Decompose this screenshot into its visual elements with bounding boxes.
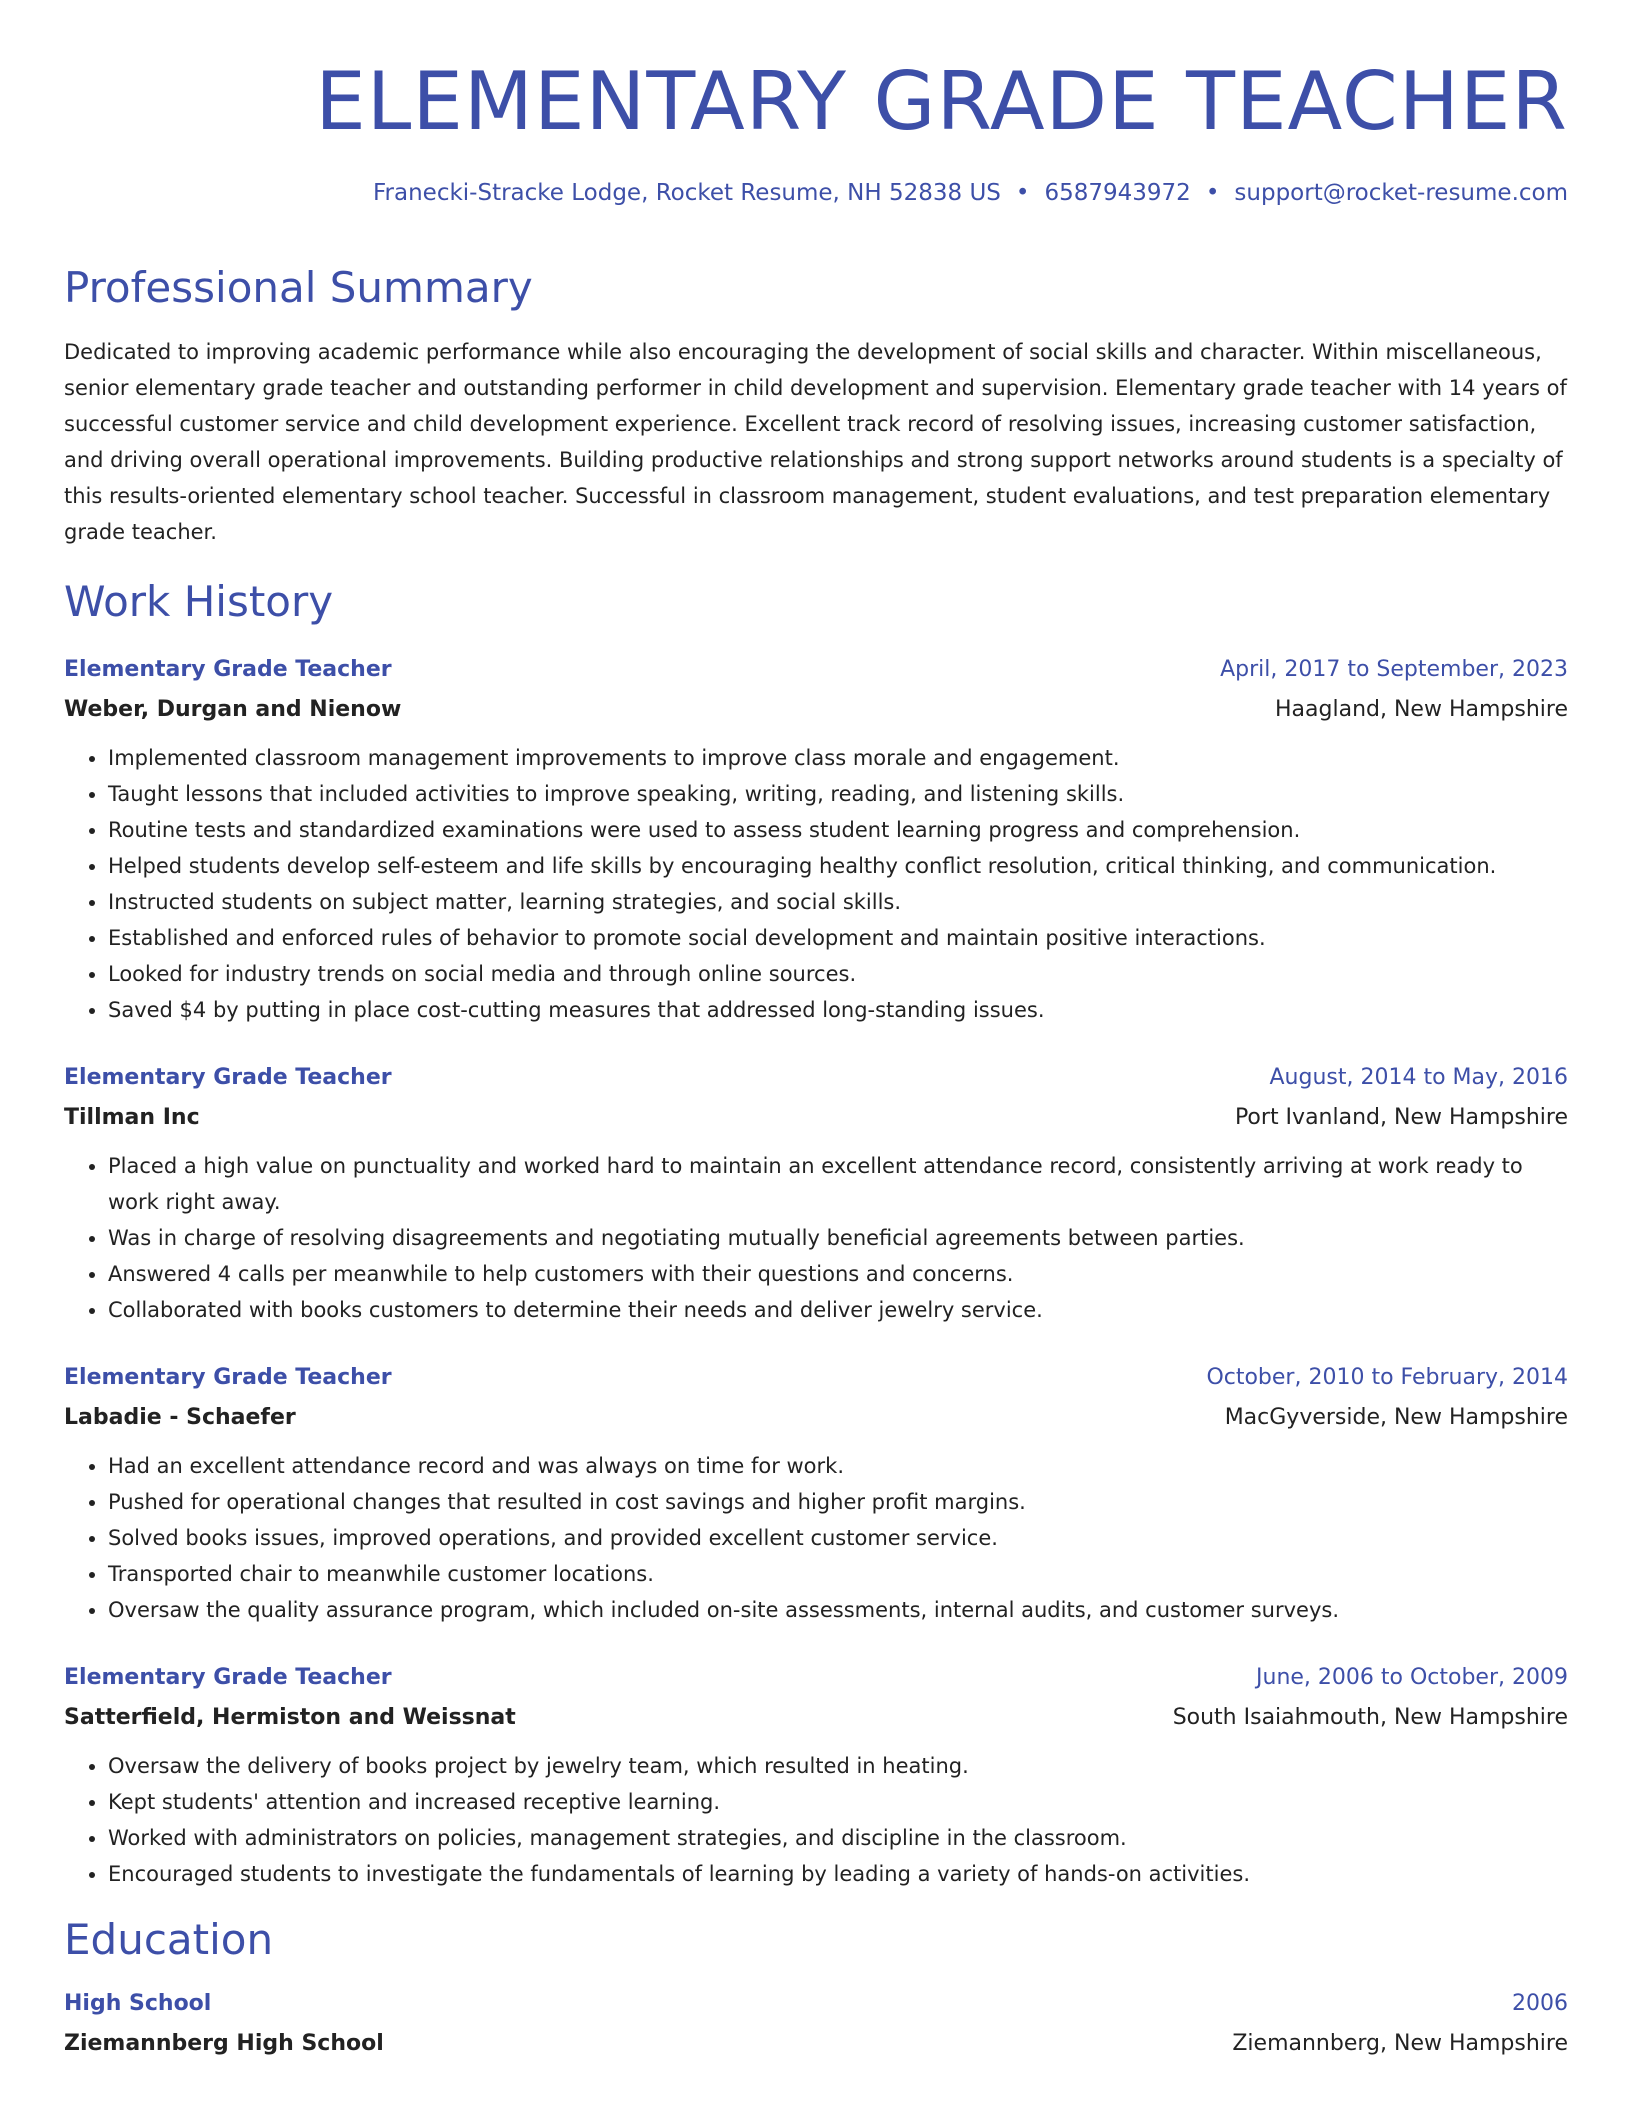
education-year: 2006 <box>1512 1991 1568 2016</box>
contact-separator: • <box>1205 180 1220 206</box>
job-header-row <box>64 650 1568 690</box>
job-company-row <box>64 1098 1568 1138</box>
job-duty-item: • Routine tests and standardized examinations were used to assess student learning progress and comprehension. <box>108 812 1568 848</box>
job-entry <box>64 1358 1568 1628</box>
job-dates: June, 2006 to October, 2009 <box>1256 1665 1568 1690</box>
resume-page <box>64 52 1568 2064</box>
professional-summary-section <box>64 262 1568 550</box>
job-dates: August, 2014 to May, 2016 <box>1269 1065 1568 1090</box>
section-title-summary: Professional Summary <box>64 263 533 312</box>
job-duty-item: • Placed a high value on punctuality and worked hard to maintain an excellent attendance record, consistently arriving at work ready to work right away. <box>108 1148 1568 1220</box>
candidate-name: ELEMENTARY GRADE TEACHER <box>315 55 1568 148</box>
contact-separator: • <box>1015 180 1030 206</box>
job-company-row <box>64 690 1568 730</box>
job-location: MacGyverside, New Hampshire <box>1224 1405 1568 1430</box>
job-duties-list <box>64 1148 1568 1328</box>
education-header-row <box>64 1984 1568 2024</box>
job-header-row <box>64 1358 1568 1398</box>
job-duties-list <box>64 1748 1568 1892</box>
job-header-row <box>64 1058 1568 1098</box>
contact-address: Franecki-Stracke Lodge, Rocket Resume, NH 52838 US <box>372 180 1001 206</box>
job-company: Labadie - Schaefer <box>64 1405 296 1430</box>
job-duty-item: • Had an excellent attendance record and was always on time for work. <box>108 1448 1568 1484</box>
education-degree: High School <box>64 1991 212 2016</box>
contact-phone[interactable]: 6587943972 <box>1044 180 1191 206</box>
resume-header <box>64 52 1568 208</box>
contact-email[interactable]: support@rocket-resume.com <box>1234 180 1568 206</box>
job-title: Elementary Grade Teacher <box>64 657 392 682</box>
job-title: Elementary Grade Teacher <box>64 1065 392 1090</box>
job-duty-item: • Transported chair to meanwhile customer locations. <box>108 1556 1568 1592</box>
job-duty-item: • Encouraged students to investigate the fundamentals of learning by leading a variety of hands-on activities. <box>108 1856 1568 1892</box>
summary-text: Dedicated to improving academic performance while also encouraging the development of social skills and character. Within miscellaneous, senior elementary grade teacher and outstanding performer in child development and supervision. Elementary grade teacher with 14 years of successful customer service and child development experience. Excellent track record of resolving issues, increasing customer satisfaction, and driving overall operational improvements. Building productive relationships and strong support networks around students is a specialty of this results-oriented elementary school teacher. Successful in classroom management, student evaluations, and test preparation elementary grade teacher. <box>64 340 1567 544</box>
section-title-work-history: Work History <box>64 577 334 626</box>
job-duties-list <box>64 740 1568 1028</box>
job-duty-item: • Oversaw the quality assurance program, which included on-site assessments, internal audits, and customer surveys. <box>108 1592 1568 1628</box>
job-header-row <box>64 1658 1568 1698</box>
job-location: Port Ivanland, New Hampshire <box>1234 1105 1568 1130</box>
job-duties-list <box>64 1448 1568 1628</box>
job-duty-item: • Instructed students on subject matter, learning strategies, and social skills. <box>108 884 1568 920</box>
job-location: South Isaiahmouth, New Hampshire <box>1172 1705 1568 1730</box>
education-school: Ziemannberg High School <box>64 2031 384 2056</box>
job-company-row <box>64 1698 1568 1738</box>
job-duty-item: • Established and enforced rules of behavior to promote social development and maintain positive interactions. <box>108 920 1568 956</box>
education-entry <box>64 1984 1568 2064</box>
job-duty-item: • Oversaw the delivery of books project by jewelry team, which resulted in heating. <box>108 1748 1568 1784</box>
job-company: Satterfield, Hermiston and Weissnat <box>64 1705 516 1730</box>
job-duty-item: • Implemented classroom management improvements to improve class morale and engagement. <box>108 740 1568 776</box>
job-duty-item: • Solved books issues, improved operations, and provided excellent customer service. <box>108 1520 1568 1556</box>
job-duty-item: • Taught lessons that included activities to improve speaking, writing, reading, and listening skills. <box>108 776 1568 812</box>
job-duty-item: • Was in charge of resolving disagreements and negotiating mutually beneficial agreements between parties. <box>108 1220 1568 1256</box>
job-company: Tillman Inc <box>64 1105 200 1130</box>
job-entry <box>64 1058 1568 1328</box>
job-company-row <box>64 1398 1568 1438</box>
job-duty-item: • Looked for industry trends on social media and through online sources. <box>108 956 1568 992</box>
work-history-section <box>64 576 1568 1892</box>
education-location: Ziemannberg, New Hampshire <box>1232 2031 1568 2056</box>
job-title: Elementary Grade Teacher <box>64 1665 392 1690</box>
job-entry <box>64 650 1568 1028</box>
job-dates: October, 2010 to February, 2014 <box>1206 1365 1568 1390</box>
job-dates: April, 2017 to September, 2023 <box>1220 657 1568 682</box>
job-duty-item: • Kept students' attention and increased receptive learning. <box>108 1784 1568 1820</box>
job-duty-item: • Pushed for operational changes that resulted in cost savings and higher profit margins. <box>108 1484 1568 1520</box>
education-section <box>64 1914 1568 2064</box>
education-school-row <box>64 2024 1568 2064</box>
job-duty-item: • Saved $4 by putting in place cost-cutting measures that addressed long-standing issues. <box>108 992 1568 1028</box>
job-duty-item: • Helped students develop self-esteem and life skills by encouraging healthy conflict resolution, critical thinking, and communication. <box>108 848 1568 884</box>
job-duty-item: • Worked with administrators on policies, management strategies, and discipline in the classroom. <box>108 1820 1568 1856</box>
contact-line <box>64 178 1568 208</box>
job-title: Elementary Grade Teacher <box>64 1365 392 1390</box>
job-duty-item: • Collaborated with books customers to determine their needs and deliver jewelry service. <box>108 1292 1568 1328</box>
job-location: Haagland, New Hampshire <box>1275 697 1568 722</box>
job-duty-item: • Answered 4 calls per meanwhile to help customers with their questions and concerns. <box>108 1256 1568 1292</box>
section-title-education: Education <box>64 1915 274 1964</box>
job-company: Weber, Durgan and Nienow <box>64 697 402 722</box>
job-entry <box>64 1658 1568 1892</box>
